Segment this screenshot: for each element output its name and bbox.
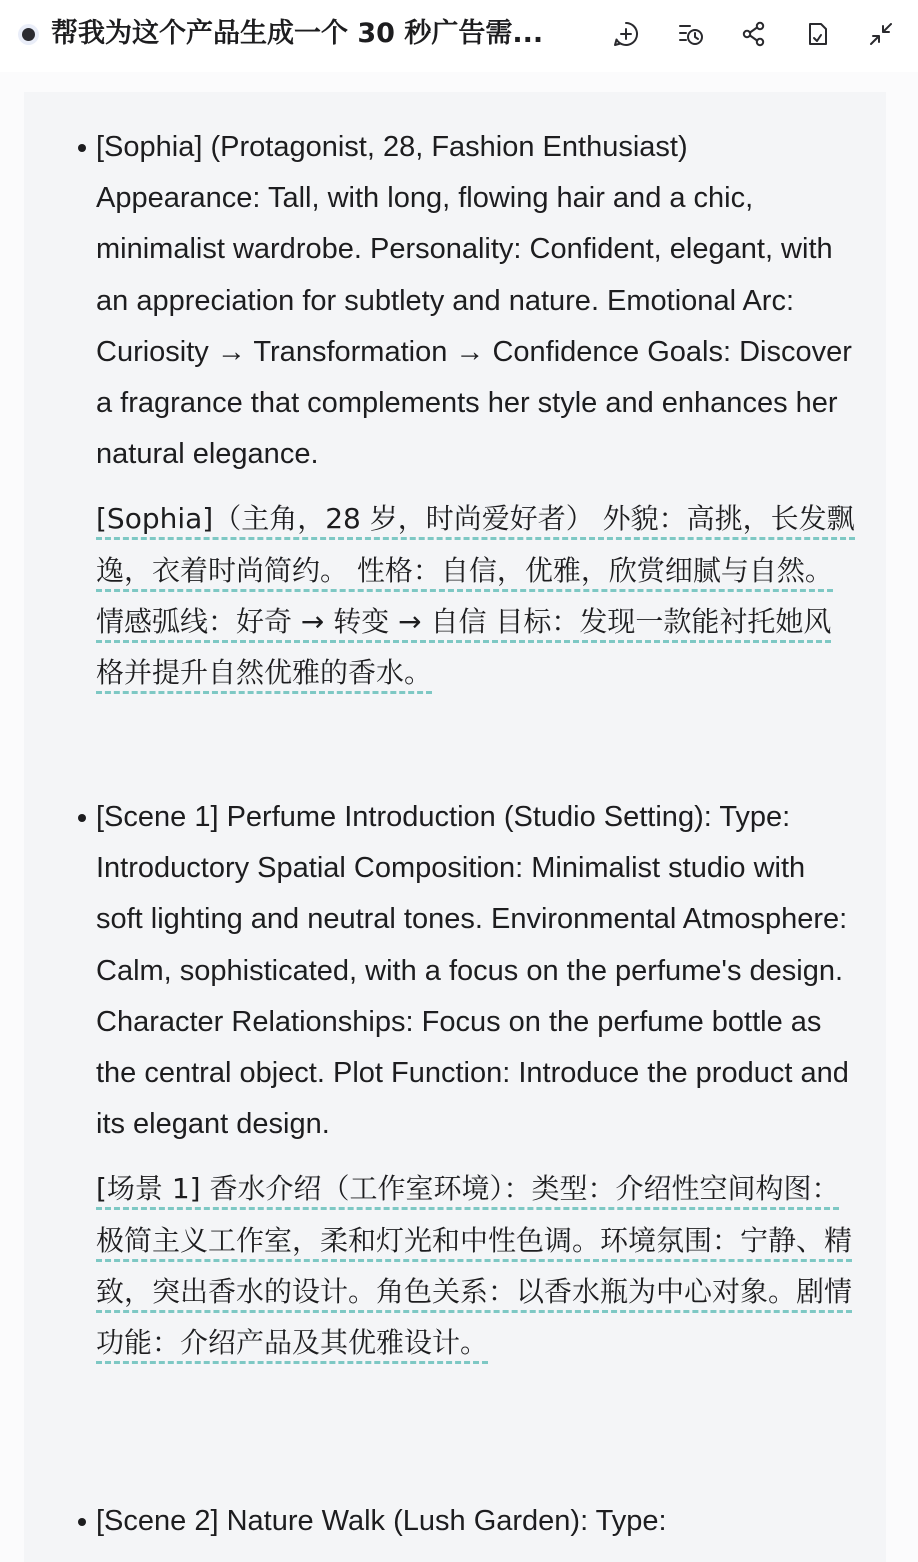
list-item: [96, 122, 856, 698]
list-bullet: [78, 144, 86, 152]
status-dot: [22, 28, 35, 41]
item-chinese-translation[interactable]: [Sophia]（主角，28 岁，时尚爱好者） 外貌：高挑，长发飘逸，衣着时尚简约。 性格：自信，优雅，欣赏细腻与自然。 情感弧线：好奇 → 转变 → 自信 目标：发现一款能衬托她风格并提升自然优雅的香水。: [96, 493, 856, 698]
export-icon[interactable]: [800, 16, 836, 52]
message-panel: [24, 92, 886, 1562]
share-icon[interactable]: [736, 16, 772, 52]
list-bullet: [78, 1518, 86, 1526]
item-english-text: [Scene 2] Nature Walk (Lush Garden): Type:: [96, 1505, 667, 1537]
item-chinese-translation[interactable]: [场景 1] 香水介绍（工作室环境）：类型：介绍性空间构图：极简主义工作室，柔和灯光和中性色调。环境氛围：宁静、精致，突出香水的设计。角色关系：以香水瓶为中心对象。剧情功能：介绍产品及其优雅设计。: [96, 1163, 856, 1368]
item-english-text: [Sophia] (Protagonist, 28, Fashion Enthusiast) Appearance: Tall, with long, flowing hair and a chic, minimalist wardrobe. Personality: Confident, elegant, with an appreciation for subtlety and nature. Emotional Arc: Curiosity → Transformation → Confidence Goals: Discover a fragrance that complements her style and enhances her natural elegance.: [96, 131, 852, 471]
item-english-text: [Scene 1] Perfume Introduction (Studio Setting): Type: Introductory Spatial Composition: Minimalist studio with soft lighting and neutral tones. Environmental Atmosphere: Calm, sophisticated, with a focus on the perfume's design. Character Relationships: Focus on the perfume bottle as the central object. Plot Function: Introduce the product and its elegant design.: [96, 801, 849, 1141]
chat-header: [0, 0, 918, 72]
list-item: [96, 1496, 856, 1547]
list-item: [96, 792, 856, 1368]
history-icon[interactable]: [672, 16, 708, 52]
list-bullet: [78, 814, 86, 822]
collapse-icon[interactable]: [863, 16, 899, 52]
add-chat-icon[interactable]: [608, 16, 644, 52]
chat-title[interactable]: 帮我为这个产品生成一个 30 秒广告需...: [51, 18, 544, 49]
